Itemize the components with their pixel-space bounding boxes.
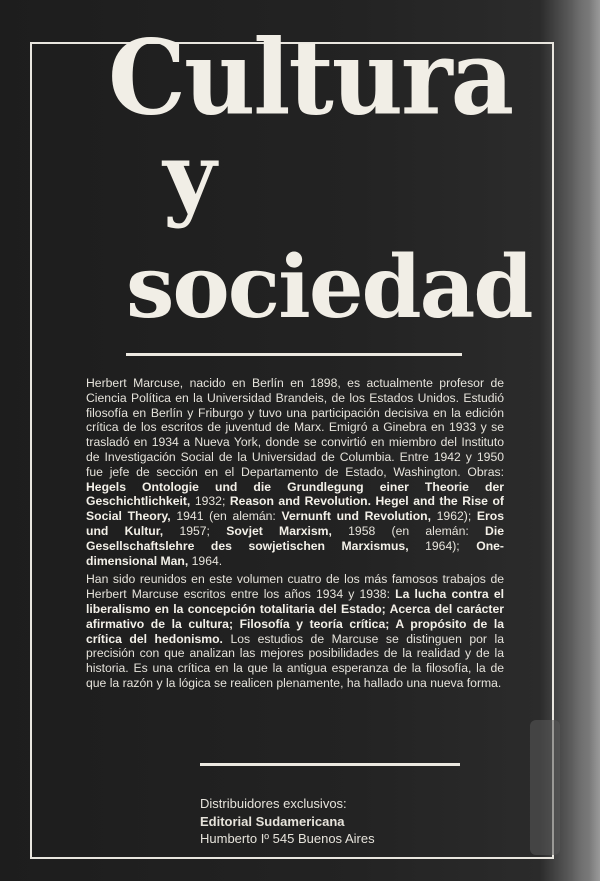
work-title: Sovjet Marxism, (226, 523, 332, 538)
contents-text: Los estudios de Marcuse se distinguen por la precisión con que analizan las mejores posibilidades de la realidad y de la historia. Es una crítica en la que la antigua esperanza de la filosofía, la de que la razón y la lógica se realicen plenamente, ha hallado una nueva forma. (86, 631, 504, 690)
title-underline-rule (126, 353, 462, 356)
work-title: Reason and Revolution. Hegel and the Rise of Social Theory, (86, 494, 504, 524)
author-bio-paragraph (86, 376, 504, 568)
work-title: Vernunft und Revolution, (281, 509, 431, 524)
bio-text: 1957; (163, 523, 227, 538)
publisher-name: Editorial Sudamericana (200, 813, 345, 829)
bio-text: 1932; (190, 494, 230, 509)
essay-titles: La lucha contra el liberalismo en la concepción totalitaria del Estado; Acerca del carácter afirmativo de la cultura; Filosofía y teoría crítica; A propósito de la crítica del hedonismo. (86, 587, 505, 646)
work-title: One-dimensional Man, (86, 538, 504, 568)
bio-text: 1964. (188, 553, 223, 568)
bottom-rule (200, 763, 460, 766)
publisher-address: Humberto Iº 545 Buenos Aires (200, 831, 375, 846)
cover-wear-mark (530, 720, 560, 855)
bio-text: 1958 (en alemán: (331, 523, 486, 538)
blurb-text (86, 376, 504, 695)
title-line-cultura: Cultura (108, 18, 513, 139)
contents-paragraph (86, 572, 504, 690)
cover-title (108, 18, 532, 350)
work-title: Eros und Kultur, (86, 509, 504, 538)
cover-edge-shading (572, 0, 600, 881)
work-title: Die Gesellschaftslehre des sowjetischen Marxismus, (86, 523, 504, 553)
title-line-y: y (163, 122, 217, 230)
distributor-block (200, 795, 500, 848)
work-title: Hegels Ontologie und die Grundlegung einer Theorie der Geschichtlichkeit, (86, 479, 504, 509)
distributor-label: Distribuidores exclusivos: (200, 796, 347, 811)
bio-text: Herbert Marcuse, nacido en Berlín en 1898, es actualmente profesor de Ciencia Política en la Universidad Brandeis, de los Estados Unidos. Estudió filosofía en Berlín y Friburgo y tuvo una participación decisiva en la edición crítica de los escritos de juventud de Marx. Emigró a Ginebra en 1933 y se trasladó en 1934 a Nueva York, donde se convirtió en miembro del Instituto de Investigación Social de la Universidad de Columbia. Entre 1942 y 1950 fue jefe de sección en el Departamento de Estado, Washington. Obras: (86, 376, 504, 479)
bio-text: 1962); (430, 509, 477, 524)
bio-text: 1941 (en alemán: (170, 509, 282, 524)
title-line-sociedad: sociedad (126, 237, 532, 338)
bio-text: 1964); (408, 538, 477, 553)
contents-text: Han sido reunidos en este volumen cuatro de los más famosos trabajos de Herbert Marcuse escritos entre los años 1934 y 1938: (86, 572, 504, 602)
